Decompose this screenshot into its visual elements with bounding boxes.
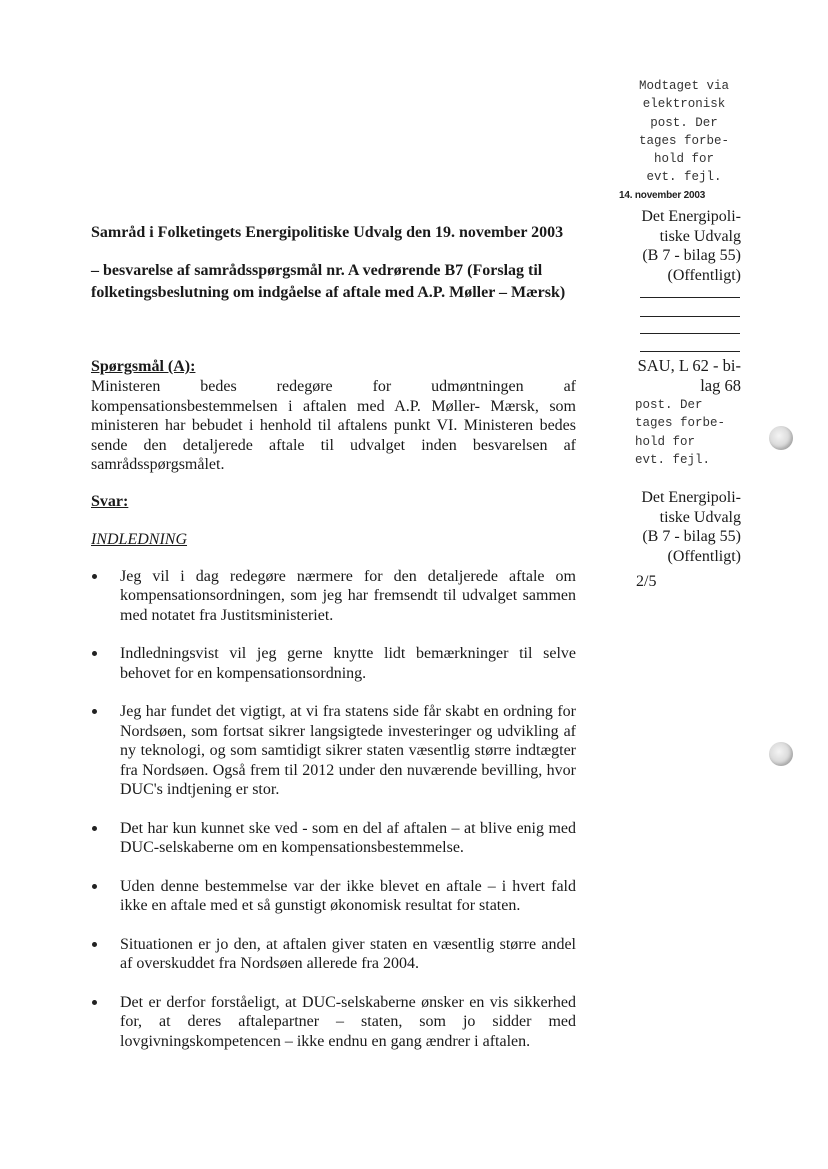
bullet-icon: [92, 709, 97, 714]
stamp-line: tages forbe-: [638, 133, 729, 148]
reference-line: lag 68: [700, 375, 741, 395]
section-heading: INDLEDNING: [91, 530, 188, 548]
page-title: Samråd i Folketingets Energipolitiske Udvalg den 19. november 2003: [91, 224, 564, 241]
page-subtitle: – besvarelse af samrådsspørgsmål nr. A vedrørende B7 (Forslag til folketingsbeslutning om indgåelse af aftale med A.P. Møller – Mærsk): [91, 262, 566, 301]
reference-line: SAU, L 62 - bi-: [637, 356, 741, 375]
stamp-line: tages forbe-: [635, 416, 726, 431]
punch-hole: [769, 426, 793, 450]
list-item-text: Det har kun kunnet ske ved - som en del af aftalen – at blive enig med DUC-selskaberne om en kompensationsbestemmelse.: [120, 819, 576, 856]
stamp-line: elektronisk: [642, 97, 726, 112]
sau-reference: [634, 356, 741, 395]
separator-line: [640, 333, 740, 334]
separator-line: [640, 316, 740, 317]
received-stamp: [628, 77, 740, 187]
punch-hole: [769, 742, 793, 766]
reference-line: Det Energipoli-: [641, 208, 741, 225]
list-item-text: Det er derfor forståeligt, at DUC-selskaberne ønsker en vis sikkerhed for, at deres aftalepartner – staten, som jo sidder med lovgivningskompetencen – ikke endnu en gang ændrer i aftalen.: [120, 993, 576, 1050]
list-item: [91, 819, 576, 858]
bullet-icon: [92, 651, 97, 656]
list-item-text: Jeg har fundet det vigtigt, at vi fra statens side får skabt en ordning for Nordsøen, som fortsat sikrer langsigtede investeringer og udvikling af ny teknologi, og som samtidigt sikrer staten væsentlig større indtægter fra Nordsøen. Også frem til 2012 under den nuværende bevilling, hvor DUC's indtjening er stor.: [120, 703, 576, 798]
list-item: [91, 877, 576, 916]
stamp-line: Modtaget via: [638, 79, 729, 93]
separator-line: [640, 351, 740, 352]
committee-reference-bottom: [618, 488, 741, 566]
bullet-icon: [92, 574, 97, 579]
list-item: [91, 567, 576, 626]
reference-line: Det Energipoli-: [641, 489, 741, 506]
answer-heading: Svar:: [91, 492, 129, 510]
list-item-text: Indledningsvist vil jeg gerne knytte lidt bemærkninger til selve behovet for en kompensationsordning.: [120, 645, 576, 682]
separator-line: [640, 297, 740, 298]
list-item-text: Jeg vil i dag redegøre nærmere for den detaljerede aftale om kompensationsordningen, som jeg har fremsendt til udvalget sammen med notatet fra Justitsministeriet.: [120, 567, 576, 624]
reference-line: tiske Udvalg: [659, 508, 741, 526]
stamp-line: post. Der: [635, 398, 703, 412]
reference-line: tiske Udvalg: [659, 227, 741, 245]
list-item-text: Situationen er jo den, at aftalen giver staten en væsentlig større andel af overskuddet fra Nordsøen allerede fra 2004.: [120, 935, 576, 972]
stamp-line: post. Der: [650, 115, 718, 130]
question-text: Ministeren bedes redegøre for udmøntningen af kompensationsbestemmelsen i aftalen med A.P. Møller- Mærsk, som ministeren har bebudet i henhold til aftalens punkt VI. Ministeren bedes sende den detaljerede aftale til udvalget inden besvarelsen af samrådsspørgsmålet.: [91, 378, 576, 473]
received-stamp-partial: [635, 396, 725, 469]
answer-list: [91, 567, 576, 1052]
reference-line: (B 7 - bilag 55): [642, 528, 741, 545]
stamp-line: evt. fejl.: [635, 452, 711, 467]
reference-line: (B 7 - bilag 55): [642, 247, 741, 264]
document-date: 14. november 2003: [619, 190, 706, 201]
list-item: [91, 993, 576, 1052]
bullet-icon: [92, 884, 97, 889]
list-item: [91, 702, 576, 800]
stamp-line: hold for: [653, 152, 714, 167]
list-item-text: Uden denne bestemmelse var der ikke blevet en aftale – i hvert fald ikke en aftale med et så gunstigt økonomisk resultat for staten.: [120, 877, 576, 914]
question-heading: Spørgsmål (A):: [91, 358, 196, 375]
reference-line: (Offentligt): [667, 266, 741, 284]
reference-line: (Offentligt): [667, 547, 741, 565]
page-number: 2/5: [636, 573, 657, 590]
document-body: [91, 222, 576, 1070]
list-item: [91, 644, 576, 683]
stamp-line: hold for: [635, 434, 696, 449]
bullet-icon: [92, 942, 97, 947]
stamp-line: evt. fejl.: [646, 170, 722, 185]
bullet-icon: [92, 1000, 97, 1005]
committee-reference-top: [618, 207, 741, 285]
list-item: [91, 935, 576, 974]
bullet-icon: [92, 826, 97, 831]
